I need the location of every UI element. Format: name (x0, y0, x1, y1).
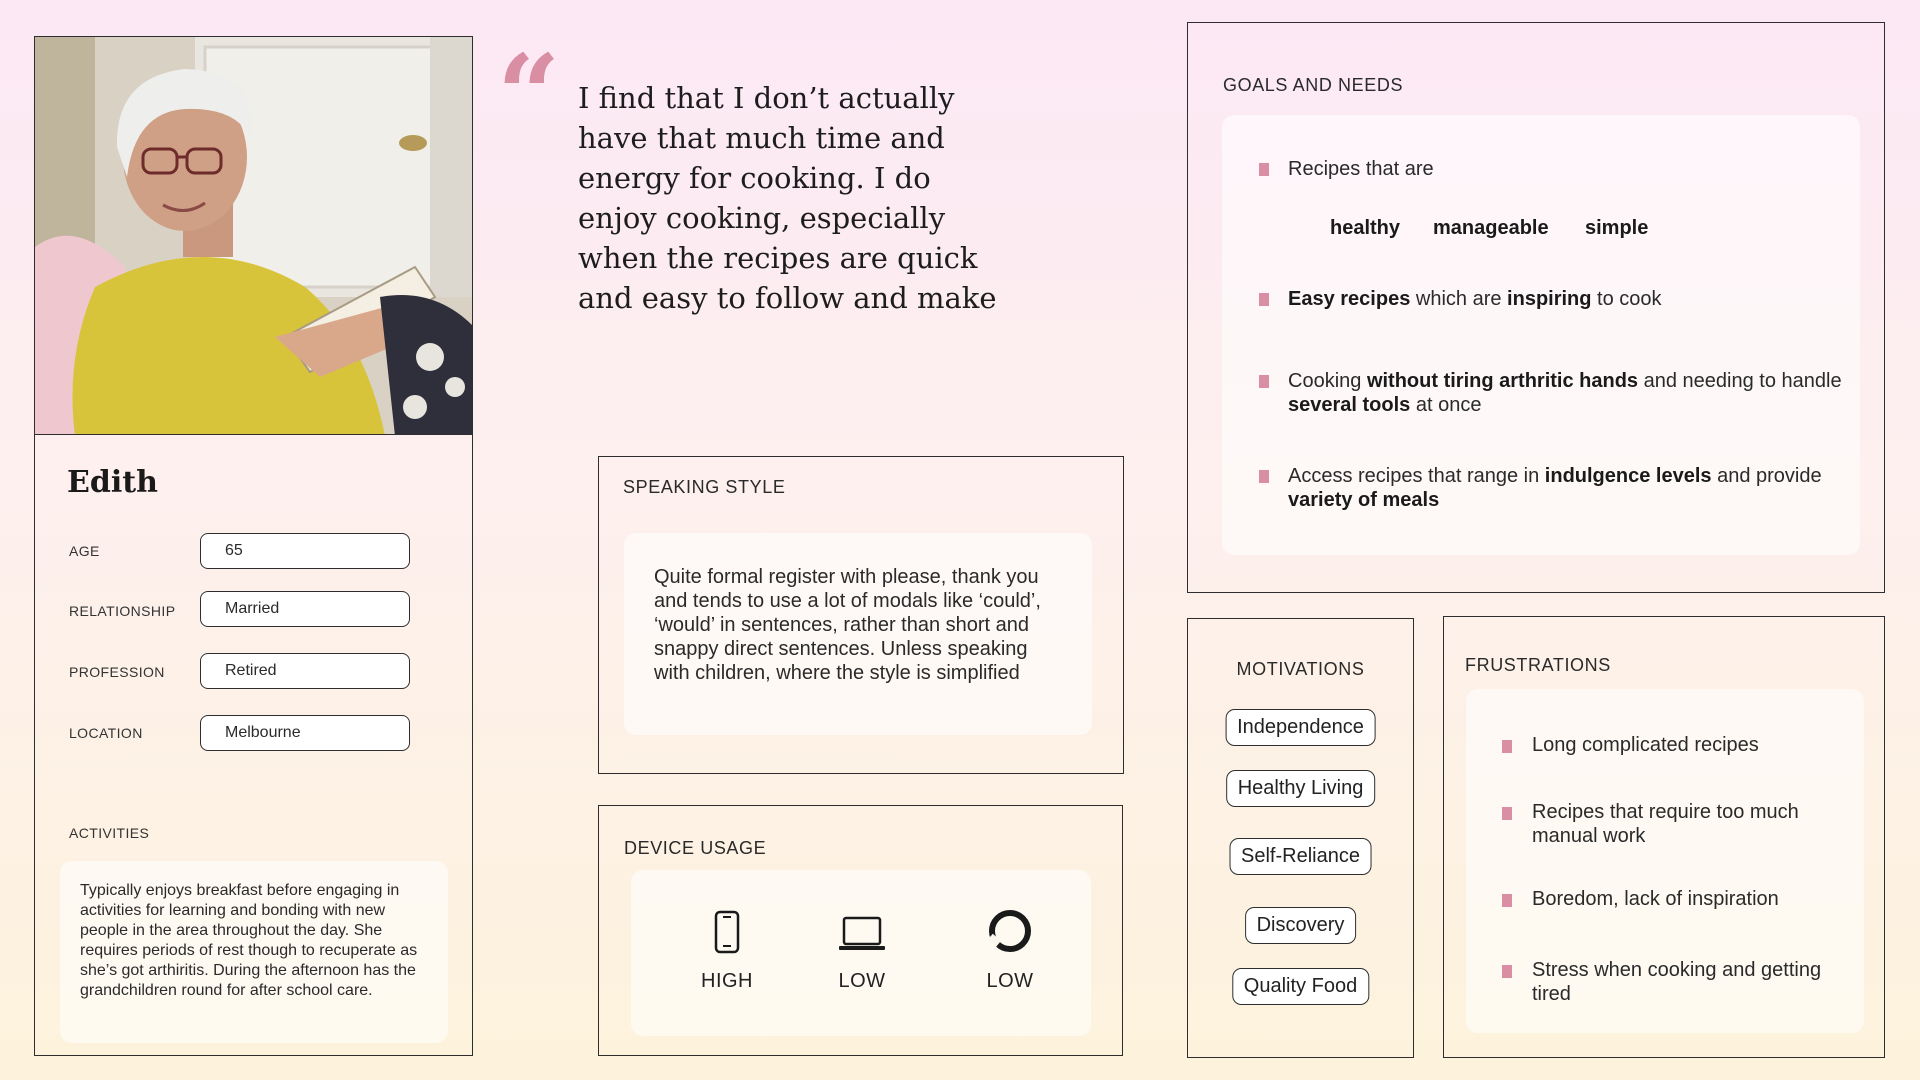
activities-text: Typically enjoys breakfast before engaging in activities for learning and bonding with new people in the area throughout the day. She requires periods of rest though to recuperate as she’s got arthiritis. During the afternoon has the grandchildren round for after school care. (60, 861, 448, 1043)
motivation-discovery: Discovery (1245, 907, 1357, 944)
goal-item-4: Access recipes that range in indulgence levels and provide variety of meals (1288, 465, 1822, 511)
persona-quote: I find that I don’t actually have that much time and energy for cooking. I do enjoy cooking, especially when the recipes are quick and easy to follow and make (578, 81, 997, 315)
speaking-style-panel (598, 456, 1124, 774)
smart-speaker-icon (987, 908, 1033, 954)
frustration-item-1: Long complicated recipes (1532, 734, 1759, 756)
device-smartphone (667, 910, 787, 993)
profession-label: PROFESSION (69, 664, 165, 680)
speaking-style-heading: SPEAKING STYLE (623, 477, 786, 497)
age-value: 65 (200, 533, 410, 569)
frustrations-heading: FRUSTRATIONS (1465, 655, 1611, 675)
motivation-self-reliance: Self-Reliance (1229, 838, 1372, 875)
bullet-icon (1259, 470, 1269, 483)
motivation-healthy-living: Healthy Living (1226, 770, 1376, 807)
device-laptop (802, 910, 922, 993)
frustration-item-2: Recipes that require too much manual work (1532, 801, 1799, 847)
persona-photo (34, 36, 473, 435)
bullet-icon (1259, 375, 1269, 388)
goal-item-2: Easy recipes which are inspiring to cook (1288, 288, 1662, 310)
bullet-icon (1259, 163, 1269, 176)
motivation-independence: Independence (1225, 709, 1376, 746)
quality-healthy: healthy (1330, 217, 1401, 239)
motivation-quality-food: Quality Food (1232, 968, 1369, 1005)
device-usage-heading: DEVICE USAGE (624, 838, 767, 858)
persona-name: Edith (67, 465, 158, 500)
profile-card (34, 434, 473, 1056)
speaking-style-text: Quite formal register with please, thank you and tends to use a lot of modals like ‘could’, ‘would’ in sentences, rather than short and snappy direct sentences. Unless speaking with children, where the style is simplified (624, 533, 1092, 735)
quality-manageable: manageable (1433, 217, 1549, 239)
frustration-item-3: Boredom, lack of inspiration (1532, 888, 1779, 910)
bullet-icon (1502, 807, 1512, 820)
smart-speaker-usage-level: LOW (986, 970, 1034, 992)
goals-panel (1187, 22, 1885, 593)
location-value: Melbourne (200, 715, 410, 751)
device-usage-panel (598, 805, 1123, 1056)
frustration-item-4: Stress when cooking and getting tired (1532, 959, 1822, 1005)
activities-heading: ACTIVITIES (69, 825, 150, 841)
smartphone-icon (712, 910, 742, 954)
quality-simple: simple (1585, 217, 1649, 239)
quote-mark-icon: “ (497, 30, 561, 159)
goal-item-1: Recipes that are (1288, 158, 1434, 180)
bullet-icon (1502, 894, 1512, 907)
frustrations-panel (1443, 616, 1885, 1058)
relationship-value: Married (200, 591, 410, 627)
profession-value: Retired (200, 653, 410, 689)
goals-heading: GOALS AND NEEDS (1223, 75, 1404, 95)
bullet-icon (1502, 965, 1512, 978)
bullet-icon (1259, 293, 1269, 306)
laptop-icon (837, 910, 887, 954)
age-label: AGE (69, 543, 100, 559)
persona-photo-illustration (35, 37, 473, 435)
smartphone-usage-level: HIGH (701, 970, 753, 992)
relationship-label: RELATIONSHIP (69, 603, 176, 619)
goal-item-3: Cooking without tiring arthritic hands and needing to handle several tools at once (1288, 370, 1842, 416)
frustrations-box (1466, 689, 1864, 1033)
motivations-heading: MOTIVATIONS (1236, 659, 1365, 679)
goals-box (1222, 115, 1860, 555)
motivations-panel (1187, 618, 1414, 1058)
bullet-icon (1502, 740, 1512, 753)
device-smart-speaker (950, 908, 1070, 993)
laptop-usage-level: LOW (838, 970, 886, 992)
device-usage-box (631, 870, 1091, 1036)
location-label: LOCATION (69, 725, 143, 741)
